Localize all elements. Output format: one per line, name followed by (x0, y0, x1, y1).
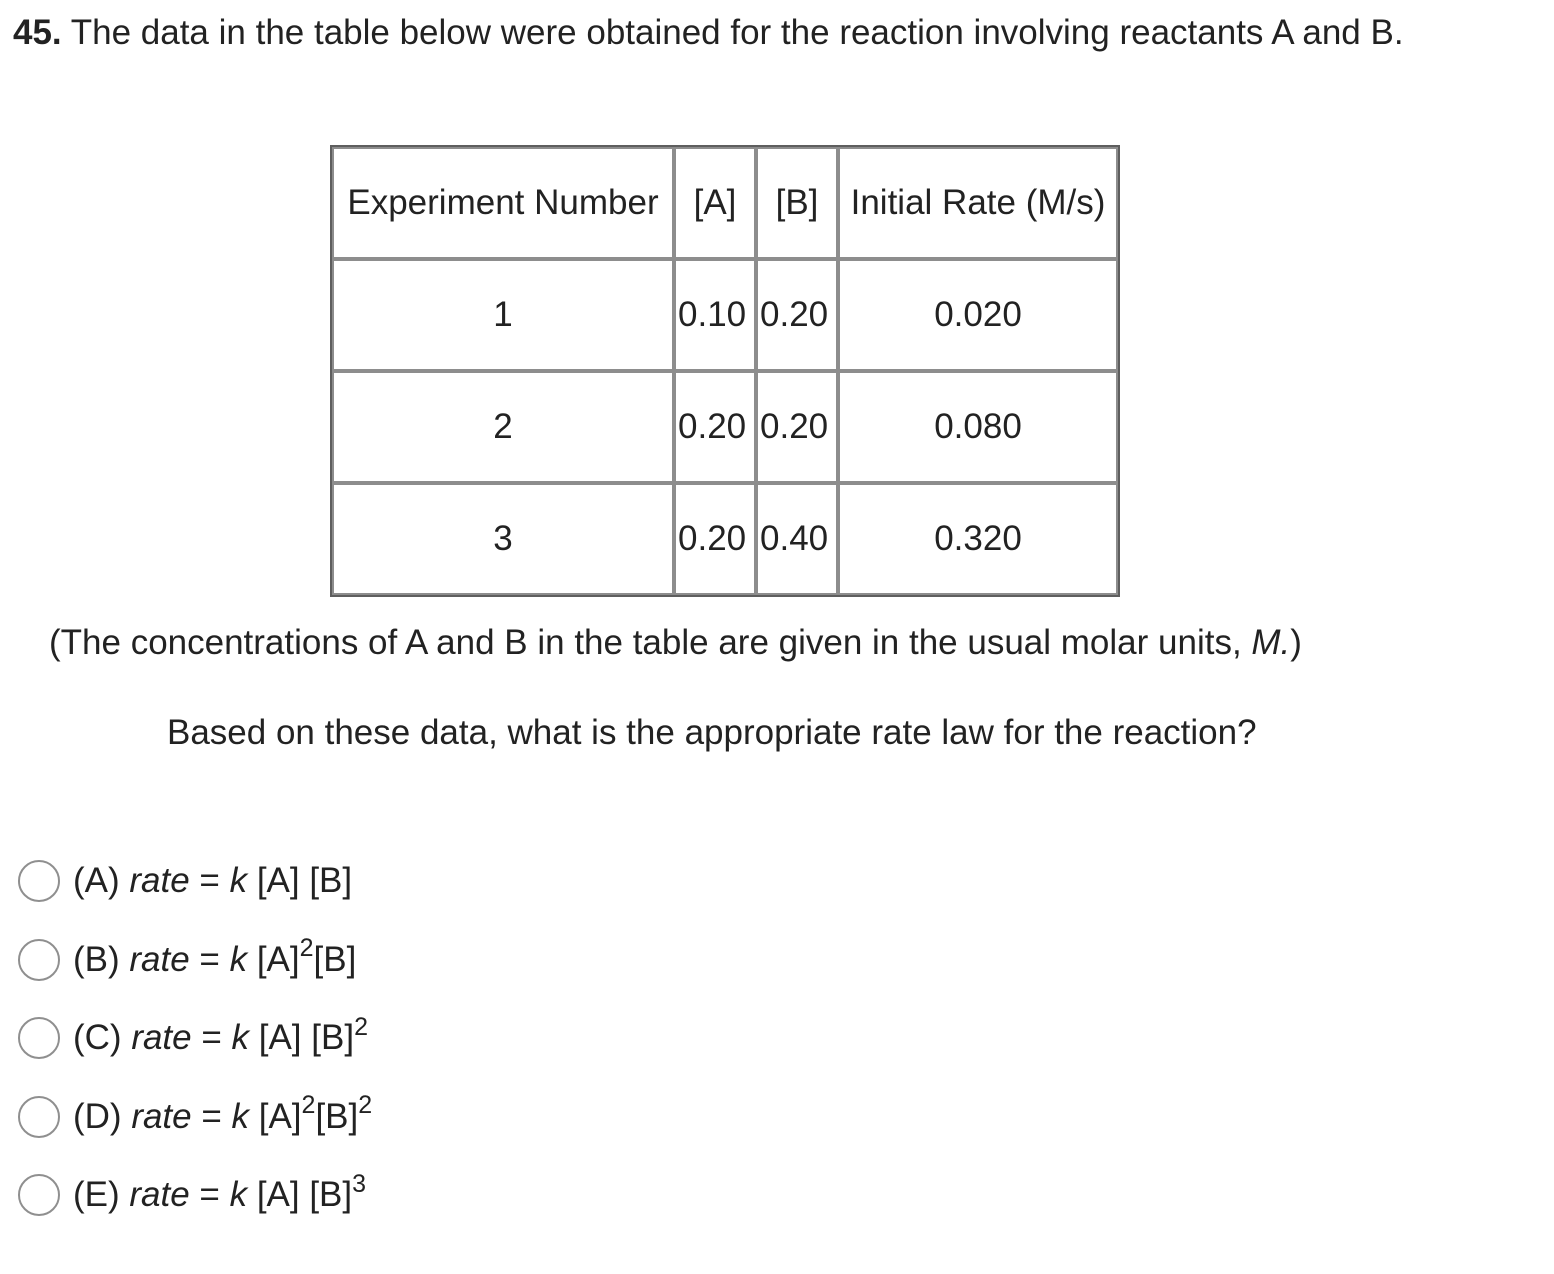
cell-experiment: 2 (332, 371, 674, 483)
option-e[interactable] (18, 1156, 372, 1235)
cell-rate: 0.080 (838, 371, 1118, 483)
question-prompt: Based on these data, what is the appropriate rate law for the reaction? (167, 713, 1257, 752)
radio-button-icon[interactable] (18, 1096, 60, 1138)
option-d[interactable] (18, 1078, 372, 1157)
rate-data-table (330, 145, 1120, 597)
option-d-text: (D) rate = k $[A]^2[B]^2$ (73, 1091, 373, 1136)
question-body: The data in the table below were obtained for the reaction involving reactants A and B. (61, 13, 1404, 52)
answer-options (18, 842, 372, 1235)
radio-button-icon[interactable] (18, 1174, 60, 1216)
option-b-text: (B) rate = k $[A]^2[B]$ (73, 934, 357, 979)
radio-button-icon[interactable] (18, 1017, 60, 1059)
header-conc-a: [A] (674, 147, 756, 259)
cell-conc-a: 0.20 (674, 371, 756, 483)
header-experiment-number: Experiment Number (332, 147, 674, 259)
cell-rate: 0.320 (838, 483, 1118, 595)
radio-button-icon[interactable] (18, 860, 60, 902)
option-c-text: (C) rate = k [A] $[B]^2$ (73, 1012, 368, 1058)
cell-experiment: 3 (332, 483, 674, 595)
option-a[interactable] (18, 842, 372, 921)
units-note-close: ) (1290, 623, 1302, 662)
cell-conc-a: 0.20 (674, 483, 756, 595)
option-e-text: (E) rate = k [A] $[B]^3$ (73, 1169, 367, 1215)
cell-conc-b: 0.40 (756, 483, 838, 595)
table-row (332, 259, 1118, 371)
cell-conc-b: 0.20 (756, 371, 838, 483)
option-b[interactable] (18, 921, 372, 1000)
units-note-unit: M. (1251, 623, 1291, 662)
option-a-text: (A) rate = k [A] [B] (73, 861, 353, 901)
units-note (49, 618, 1302, 668)
table-row (332, 371, 1118, 483)
cell-conc-b: 0.20 (756, 259, 838, 371)
table-header-row (332, 147, 1118, 259)
units-note-text: (The concentrations of A and B in the table are given in the usual molar units, (49, 623, 1252, 662)
header-initial-rate: Initial Rate (M/s) (838, 147, 1118, 259)
question-text (13, 6, 1533, 60)
radio-button-icon[interactable] (18, 939, 60, 981)
cell-conc-a: 0.10 (674, 259, 756, 371)
cell-rate: 0.020 (838, 259, 1118, 371)
option-c[interactable] (18, 999, 372, 1078)
cell-experiment: 1 (332, 259, 674, 371)
table-row (332, 483, 1118, 595)
header-conc-b: [B] (756, 147, 838, 259)
question-number: 45. (13, 13, 62, 52)
